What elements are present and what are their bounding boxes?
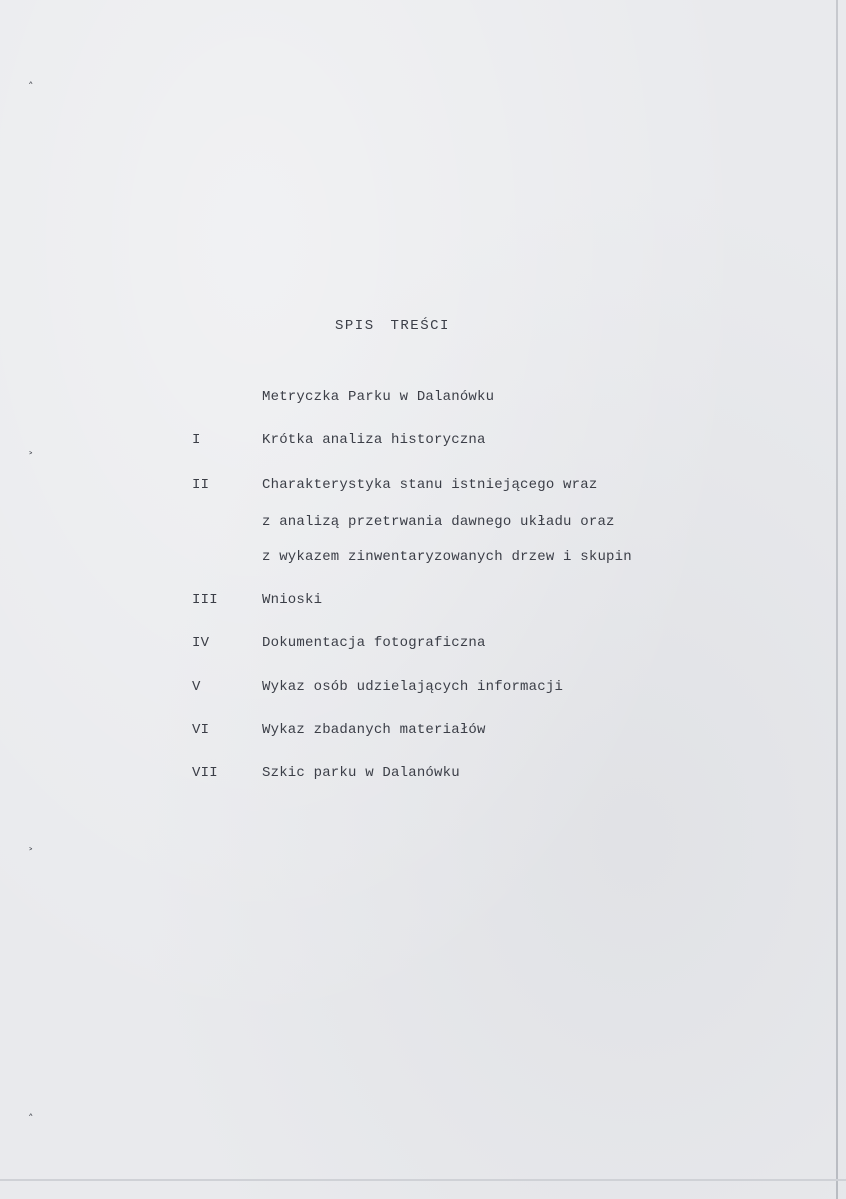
- toc-numeral: VI: [192, 722, 210, 738]
- toc-entry-text: Wykaz zbadanych materiałów: [262, 722, 486, 738]
- toc-numeral: III: [192, 592, 218, 608]
- toc-entry-text: Charakterystyka stanu istniejącego wraz: [262, 477, 598, 493]
- page-title: SPIS TREŚCI: [335, 318, 450, 334]
- toc-intro: Metryczka Parku w Dalanówku: [262, 389, 495, 405]
- punch-hole-mark: ˃: [28, 846, 34, 859]
- page-edge-bottom: [0, 1179, 846, 1181]
- toc-entry-text: z wykazem zinwentaryzowanych drzew i skupin: [262, 549, 632, 565]
- punch-hole-mark: ˄: [28, 80, 34, 93]
- punch-hole-mark: ˄: [28, 1112, 34, 1125]
- toc-numeral: IV: [192, 635, 210, 651]
- toc-entry-text: Krótka analiza historyczna: [262, 432, 486, 448]
- toc-numeral: I: [192, 432, 201, 448]
- toc-entry-text: Szkic parku w Dalanówku: [262, 765, 460, 781]
- toc-numeral: VII: [192, 765, 218, 781]
- toc-numeral: II: [192, 477, 210, 493]
- toc-numeral: V: [192, 679, 201, 695]
- toc-entry-text: Wykaz osób udzielających informacji: [262, 679, 564, 695]
- page-edge-right: [836, 0, 838, 1199]
- toc-entry-text: Dokumentacja fotograficzna: [262, 635, 486, 651]
- toc-entry-text: z analizą przetrwania dawnego układu oraz: [262, 514, 615, 530]
- toc-entry-text: Wnioski: [262, 592, 323, 608]
- punch-hole-mark: ˃: [28, 450, 34, 463]
